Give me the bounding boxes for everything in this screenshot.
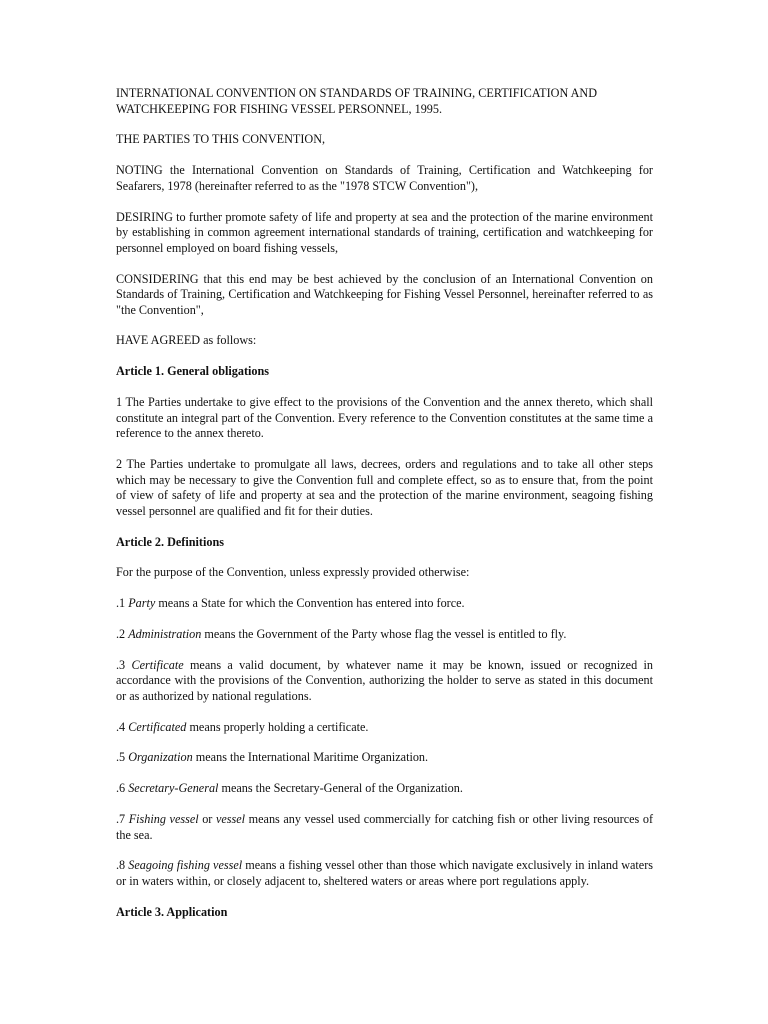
noting-paragraph: NOTING the International Convention on Standards of Training, Certification and Watchkeeping for Seafarers, 1978 (hereinafter referred to as the "1978 STCW Convention"),: [116, 163, 653, 193]
definition-organization: .5 Organization means the International Maritime Organization.: [116, 750, 429, 765]
defined-term: vessel: [215, 812, 246, 826]
article-2-intro: For the purpose of the Convention, unless expressly provided otherwise:: [116, 565, 470, 580]
defined-term: Organization: [128, 750, 193, 765]
defined-term: Fishing vessel: [128, 812, 199, 826]
document-title: INTERNATIONAL CONVENTION ON STANDARDS OF TRAINING, CERTIFICATION AND WATCHKEEPING FOR FISHING VESSEL PERSONNEL, 1995.: [116, 86, 598, 116]
definition-administration: .2 Administration means the Government of the Party whose flag the vessel is entitled to fly.: [116, 626, 567, 641]
article-1-heading: Article 1. General obligations: [116, 364, 269, 379]
parties-line: THE PARTIES TO THIS CONVENTION,: [116, 132, 326, 147]
article-1-paragraph-2: 2 The Parties undertake to promulgate all laws, decrees, orders and regulations and to take all other steps which may be necessary to give the Convention full and complete effect, so as to ensure that, from the point of view of safety of life and property at sea and the protection of the marine environment, seagoing fishing vessel personnel are qualified and fit for their duties.: [116, 457, 653, 518]
defined-term: Party: [128, 596, 156, 611]
article-2-heading: Article 2. Definitions: [116, 534, 224, 549]
article-3-heading: Article 3. Application: [116, 904, 228, 919]
agreed-line: HAVE AGREED as follows:: [116, 333, 257, 348]
definition-secretary-general: .6 Secretary-General means the Secretary-General of the Organization.: [116, 781, 463, 796]
defined-term: Certificate: [131, 657, 184, 672]
article-1-paragraph-1: 1 The Parties undertake to give effect to the provisions of the Convention and the annex thereto, which shall constitute an integral part of the Convention. Every reference to the Convention constitutes at the same time a reference to the annex thereto.: [116, 395, 653, 441]
document-page: [116, 86, 653, 936]
defined-term: Secretary-General: [128, 781, 219, 796]
defined-term: Seagoing fishing vessel: [128, 858, 243, 873]
desiring-paragraph: DESIRING to further promote safety of life and property at sea and the protection of the marine environment by establishing in common agreement international standards of training, certification and watchkeeping for personnel employed on board fishing vessels,: [116, 209, 653, 255]
defined-term: Certificated: [128, 719, 187, 734]
considering-paragraph: CONSIDERING that this end may be best achieved by the conclusion of an International Convention on Standards of Training, Certification and Watchkeeping for Fishing Vessel Personnel, hereinafter referred to as "the Convention",: [116, 271, 653, 317]
definition-party: .1 Party means a State for which the Convention has entered into force.: [116, 596, 465, 611]
definition-seagoing-fishing-vessel: .8 Seagoing fishing vessel means a fishing vessel other than those which navigate exclusively in inland waters or in waters within, or closely adjacent to, sheltered waters or areas where port regulations apply.: [116, 858, 653, 888]
definition-certificated: .4 Certificated means properly holding a certificate.: [116, 719, 369, 734]
definition-certificate: .3 Certificate means a valid document, by whatever name it may be known, issued or recognized in accordance with the provisions of the Convention, authorizing the holder to serve as stated in this document or as authorized by national regulations.: [116, 657, 653, 703]
defined-term: Administration: [128, 626, 202, 641]
definition-fishing-vessel: .7 Fishing vessel or vessel means any vessel used commercially for catching fish or other living resources of the sea.: [116, 812, 654, 842]
